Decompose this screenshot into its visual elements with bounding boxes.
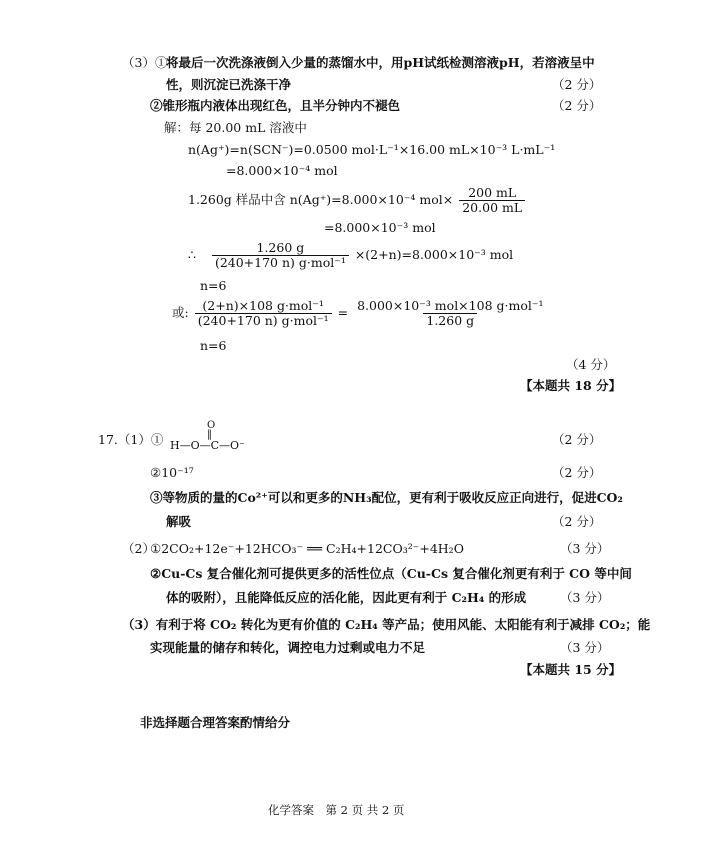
q16-eq3-denominator: 20.00 mL: [459, 200, 525, 215]
q16-eq7-denominator1: (240+170 n) g·mol⁻¹: [195, 313, 332, 328]
q16-part3-label: （3）①: [122, 55, 168, 70]
q16-eq7-fraction2: [354, 299, 546, 328]
formate-double-bond: ‖: [207, 429, 212, 440]
q16-eq4: =8.000×10⁻³ mol: [324, 220, 436, 235]
q16-solution-score: （4 分）: [566, 357, 616, 372]
q16-eq7-numerator2: 8.000×10⁻³ mol×108 g·mol⁻¹: [357, 298, 544, 313]
q16-eq5-denominator: (240+170 n) g·mol⁻¹: [212, 255, 349, 270]
q16-eq5-right: ×(2+n)=8.000×10⁻³ mol: [354, 247, 514, 262]
q16-or-label: 或:: [172, 305, 189, 320]
q17-part3-line1: （3）有利于将 CO₂ 转化为更有价值的 C₂H₄ 等产品；使用风能、太阳能有利于减排 CO₂；能: [122, 617, 651, 632]
formate-chain: H—O—C—O⁻: [170, 439, 245, 452]
q17-part2b-score: （3 分）: [560, 590, 610, 605]
q16-therefore-symbol: ∴: [188, 247, 196, 262]
q16-eq3: [188, 185, 527, 215]
q17-part1b: ②10⁻¹⁷: [150, 465, 194, 480]
q17-part2-label: （2）: [122, 541, 155, 556]
page-footer: 化学答案 第 2 页 共 2 页: [268, 803, 405, 817]
q17-part2b-line1: ②Cu-Cs 复合催化剂可提供更多的活性位点（Cu-Cs 复合催化剂更有利于 CO 等中间: [150, 566, 632, 581]
q16-eq7-equals: =: [337, 305, 349, 320]
q17-part2a-equation: ①2CO₂+12e⁻+12HCO₃⁻ ══ C₂H₄+12CO₃²⁻+4H₂O: [150, 541, 464, 556]
q17-part2a-score: （3 分）: [560, 541, 610, 556]
q17-part1-label: 17.（1）①: [98, 432, 164, 447]
q16-part3b-line: ②锥形瓶内液体出现红色，且半分钟内不褪色: [150, 98, 401, 113]
q16-eq1: n(Ag⁺)=n(SCN⁻)=0.0500 mol·L⁻¹×16.00 mL×10⁻³ L·mL⁻¹: [188, 142, 556, 157]
q17-part2b-line2: 体的吸附），且能降低反应的活化能，因此更有利于 C₂H₄ 的形成: [166, 590, 527, 605]
q16-part3-score1: （2 分）: [552, 77, 602, 92]
q16-eq5: [188, 240, 513, 270]
q16-eq3-fraction: [459, 186, 525, 215]
q16-total-score: 【本题共 18 分】: [520, 378, 622, 393]
q16-part3b-score: （2 分）: [552, 98, 602, 113]
q16-eq5-fraction: [212, 241, 349, 270]
formate-carbonyl-oxygen: O: [207, 420, 216, 431]
q16-eq7-numerator1: (2+n)×108 g·mol⁻¹: [202, 298, 324, 313]
q17-part1b-score: （2 分）: [552, 465, 602, 480]
q16-eq8: n=6: [200, 338, 227, 353]
q17-total-score: 【本题共 15 分】: [520, 662, 622, 677]
q16-eq6: n=6: [200, 278, 227, 293]
grading-note: 非选择题合理答案酌情给分: [140, 715, 291, 730]
q17-part1c-line2: 解吸: [166, 514, 192, 529]
q17-part1a-score: （2 分）: [552, 432, 602, 447]
q16-eq3-left: 1.260g 样品中含 n(Ag⁺)=8.000×10⁻⁴ mol×: [188, 192, 454, 207]
q16-eq7: [172, 298, 548, 328]
q16-eq7-fraction1: [195, 299, 332, 328]
q17-part3-line2: 实现能量的储存和转化，调控电力过剩或电力不足: [150, 640, 426, 655]
q17-part1c-line1: ③等物质的量的Co²⁺可以和更多的NH₃配位，更有利于吸收反应正向进行，促进CO₂: [150, 490, 623, 505]
q16-solution-intro: 解：每 20.00 mL 溶液中: [164, 120, 307, 135]
q16-part3-line2: 性，则沉淀已洗涤干净: [166, 77, 292, 92]
formate-structure: [170, 422, 250, 456]
q16-eq5-numerator: 1.260 g: [256, 240, 305, 255]
q16-eq3-numerator: 200 mL: [468, 185, 517, 200]
q17-part1c-score: （2 分）: [552, 514, 602, 529]
q17-part3-score: （3 分）: [560, 640, 610, 655]
q16-part3-line1: 将最后一次洗涤液倒入少量的蒸馏水中，用pH试纸检测溶液pH，若溶液呈中: [166, 55, 595, 70]
q16-eq2: =8.000×10⁻⁴ mol: [226, 163, 338, 178]
q16-eq7-denominator2: 1.260 g: [423, 313, 477, 328]
